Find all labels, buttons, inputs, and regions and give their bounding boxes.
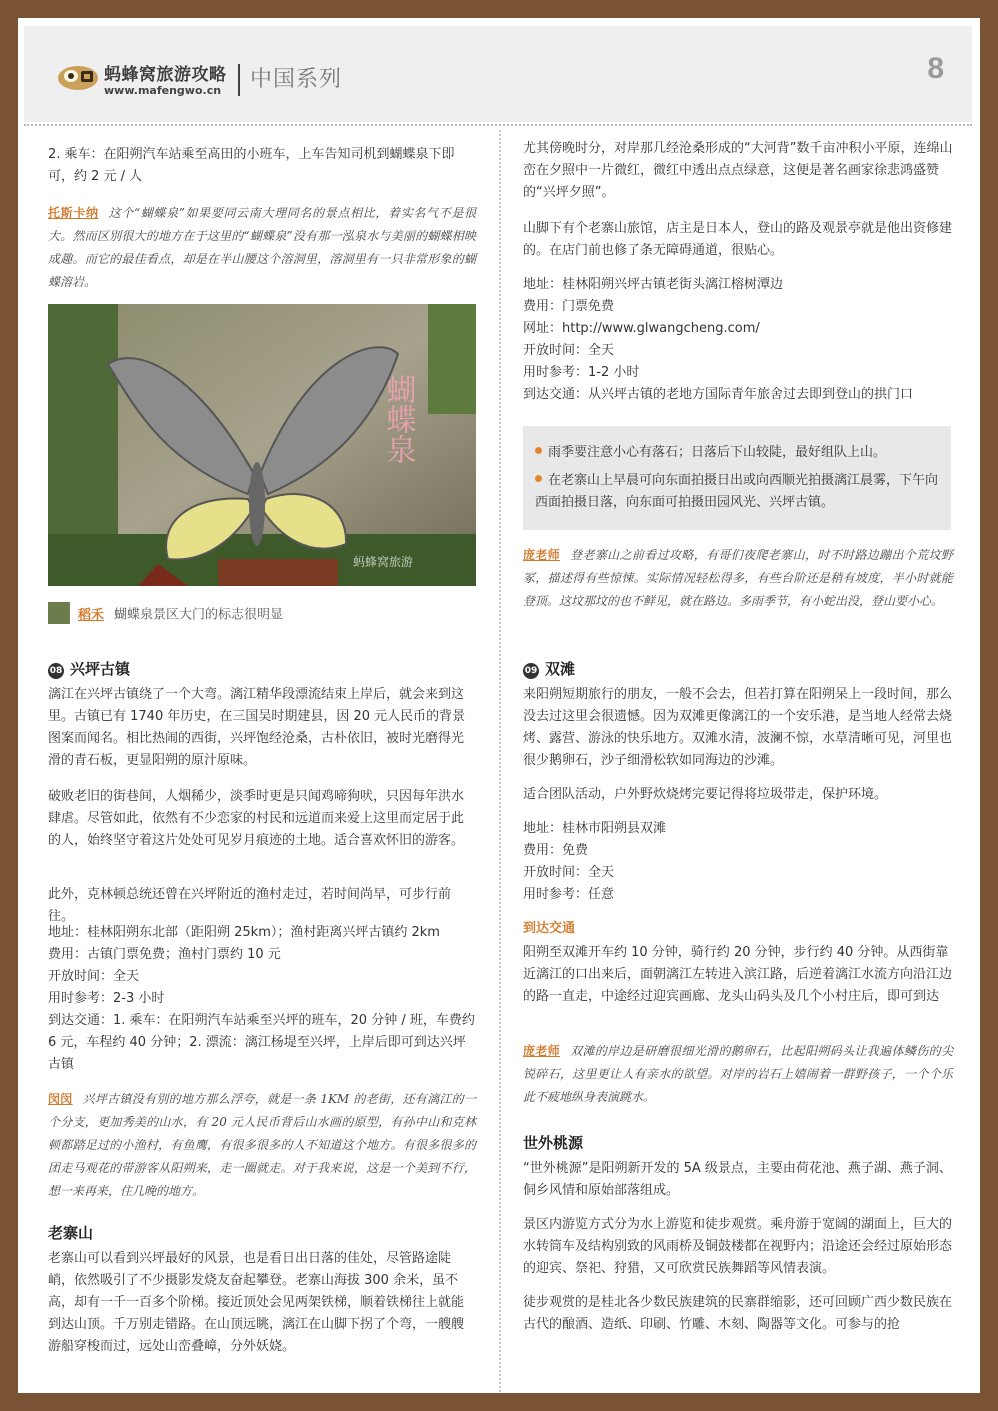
avatar[interactable] <box>48 602 70 624</box>
shiwai-paragraph-2: 景区内游览方式分为水上游览和徒步观赏。乘舟游于宽阔的湖面上，巨大的水转筒车及结构别致的风雨桥及铜鼓楼都在视野内；沿途还会经过原始形态的迎宾、祭祀、狩猎，又可欣赏民族舞蹈等风情表演。 <box>523 1217 953 1276</box>
transport-heading: 到达交通 <box>523 921 576 936</box>
bullet-icon <box>535 475 542 482</box>
shuangtan-info: 地址：桂林市阳朔县双滩 费用：免费 开放时间：全天 用时参考：任意 <box>523 821 667 902</box>
note-author[interactable]: 庞老师 <box>523 1044 561 1058</box>
note-author[interactable]: 托斯卡纳 <box>48 206 99 220</box>
butterfly-photo <box>48 304 476 586</box>
sunset-paragraph: 尤其傍晚时分，对岸那几经沧桑形成的“大河背”数千亩冲积小平原，连绵山峦在夕照中一片微红，微红中透出点点绿意，这便是著名画家徐悲鸿盛赞的“兴坪夕照”。 <box>523 141 953 200</box>
xingping-paragraph-2: 破败老旧的街巷间，人烟稀少，淡季时更是只闻鸡啼狗吠，只因每年洪水肆虐。尽管如此，依然有不少恋家的村民和远道而来爱上这里而定居于此的人，始终坚守着这片处处可见岁月痕迹的土地。适合喜欢怀旧的游客。 <box>48 789 465 848</box>
page <box>18 18 980 1393</box>
bullet-icon <box>535 447 542 454</box>
tip-item: 在老寨山上早晨可向东面拍摄日出或向西顺光拍摄漓江晨雾，下午向西面拍摄日落，向东面可拍摄田园风光、兴坪古镇。 <box>535 473 939 510</box>
shiwai-paragraph-1: “世外桃源”是阳朔新开发的 5A 级景点，主要由荷花池、燕子湖、燕子洞、侗乡风情和原始部落组成。 <box>523 1161 952 1198</box>
inn-paragraph: 山脚下有个老寨山旅馆，店主是日本人，登山的路及观景亭就是他出资修建的。在店门前也修了条无障碍通道，很贴心。 <box>523 221 953 258</box>
shuangtan-paragraph-1: 来阳朔短期旅行的朋友，一般不会去，但若打算在阳朔呆上一段时间，那么没去过这里会很遗憾。因为双滩更像漓江的一个安乐港，是当地人经常去烧烤、露营、游泳的快乐地方。双滩水清，波澜不惊，水草清晰可见，河里也很少鹅卵石，沙子细滑松软如同海边的沙滩。 <box>523 687 953 768</box>
caption-author[interactable]: 稻禾 <box>78 607 105 623</box>
section-title-laozhaishan: 老寨山 <box>48 1224 94 1242</box>
traveler-note: 托斯卡纳 这个“蝴蝶泉”如果要同云南大理同名的景点相比，着实名气不是很大。然而区别很大的地方在于这里的“蝴蝶泉”没有那一泓泉水与美丽的蝴蝶相映成趣。而它的最佳看点，却是在半山腰这个溶洞里，溶洞里有一只非常形象的蝴蝶溶岩。 <box>48 206 476 289</box>
section-title-xingping: 08 兴坪古镇 <box>49 660 131 678</box>
laozhaishan-paragraph: 老寨山可以看到兴坪最好的风景，也是看日出日落的佳处，尽管路途陡峭，依然吸引了不少摄影发烧友奋起攀登。老寨山海拔 300 余米，虽不高，却有一千一百多个阶梯。接近顶处会见两架铁梯，顺着铁梯往上就能到达山顶。千万别走错路。在山顶远眺，漓江在山脚下拐了个弯，一艘艘游船穿梭而过，远处山峦叠嶂，分外妖娆。 <box>48 1251 465 1354</box>
brand-url: www.mafengwo.cn <box>104 84 222 97</box>
tip-item: 雨季要注意小心有落石；日落后下山较陡，最好组队上山。 <box>535 442 940 464</box>
column-divider <box>499 130 501 1392</box>
section-number-badge: 08 <box>48 663 64 679</box>
transport-line: 2. 乘车：在阳朔汽车站乘至高田的小班车，上车告知司机到蝴蝶泉下即可，约 2 元 / 人 <box>48 147 455 184</box>
xingping-info: 地址：桂林阳朔东北部（距阳朔 25km）；渔村距离兴坪古镇约 2km 费用：古镇门票免费；渔村门票约 10 元 开放时间：全天 用时参考：2-3 小时 到达交通：1. 乘车：在阳朔汽车站乘至兴坪的班车，20 分钟 / 班，车费约 6 元，车程约 40 分钟；2. 漂流：漓江杨堤至兴坪，上岸后即可到达兴坪古镇 <box>48 925 475 1072</box>
photo-caption: 稻禾 蝴蝶泉景区大门的标志很明显 <box>48 602 283 624</box>
shiwai-paragraph-3: 徒步观赏的是桂北各少数民族建筑的民寨群缩影，还可回顾广西少数民族在古代的酿酒、造纸、印刷、竹雕、木刻、陶器等文化。可参与的抢 <box>523 1295 953 1332</box>
series-title: 中国系列 <box>250 67 343 92</box>
photo-watermark: 蚂蜂窝旅游 <box>353 555 414 569</box>
xingping-paragraph-1: 漓江在兴坪古镇绕了一个大弯。漓江精华段漂流结束上岸后，就会来到这里。古镇已有 1740 年历史，在三国吴时期建县，因 20 元人民币的背景图案而闻名。相比热闹的西街，兴坪饱经沧桑，古朴依旧，被时光磨得光滑的青石板，更显阳朔的原汁原味。 <box>48 687 466 768</box>
laozhaishan-info: 地址：桂林阳朔兴坪古镇老街头漓江榕树潭边 费用：门票免费 网址：http://www.glwangcheng.com/ 开放时间：全天 用时参考：1-2 小时 到达交通：从兴坪古镇的老地方国际青年旅舍过去即到登山的拱门口 <box>523 274 953 406</box>
note-author[interactable]: 庞老师 <box>523 548 561 562</box>
shuangtan-transport: 阳朔至双滩开车约 10 分钟，骑行约 20 分钟，步行约 40 分钟。从西街靠近漓江的口出来后，面朝漓江左转进入滨江路，后逆着漓江水流方向沿江边的路一直走，中途经过迎宾画廊、龙头山码头及几个小村庄后，即可到达 <box>523 945 953 1004</box>
xingping-paragraph-3: 此外，克林顿总统还曾在兴坪附近的渔村走过，若时间尚早，可步行前往。 <box>48 887 452 924</box>
website-link[interactable]: 网址：http://www.glwangcheng.com/ <box>523 321 760 336</box>
shuangtan-paragraph-2: 适合团队活动，户外野炊烧烤完要记得将垃圾带走，保护环境。 <box>523 787 888 802</box>
brand-name: 蚂蜂窝旅游攻略 <box>104 65 227 85</box>
header-divider <box>24 124 972 126</box>
cave-sign-text: 蝴蝶泉 <box>380 374 416 464</box>
section-number-badge: 09 <box>523 663 539 679</box>
traveler-note: 庞老师 登老寨山之前看过攻略，有哥们夜爬老寨山，时不时路边蹦出个荒坟野冢，描述得有些惊悚。实际情况轻松得多，有些台阶还是稍有坡度，半小时就能登顶。这坟那坟的也不鲜见，就在路边。多雨季节，有小蛇出没，登山要小心。 <box>523 548 953 608</box>
traveler-note: 闵闵 兴坪古镇没有别的地方那么浮夸，就是一条 1KM 的老街，还有漓江的一个分支，更加秀美的山水，有 20 元人民币背后山水画的原型，有孙中山和克林顿都踏足过的小渔村，有鱼鹰，有很多很多的人不知道这个地方。有很多很多的团走马观花的带游客从阳朔来，走一圈就走。对于我来说，这是一个美到不行，想一来再来，住几晚的地方。 <box>48 1092 476 1198</box>
section-title-shuangtan: 09 双滩 <box>524 660 576 678</box>
mafengwo-logo-icon <box>56 62 100 92</box>
tips-box <box>523 426 951 530</box>
note-author[interactable]: 闵闵 <box>48 1092 73 1106</box>
page-header <box>24 26 972 122</box>
header-separator <box>238 64 240 96</box>
page-number: 8 <box>927 52 944 85</box>
section-title-shiwaitaoyuan: 世外桃源 <box>523 1134 584 1152</box>
traveler-note: 庞老师 双滩的岸边是研磨很细光滑的鹅卵石，比起阳朔码头让我遍体鳞伤的尖锐碎石，这里更让人有亲水的欲望。对岸的岩石上嬉闹着一群野孩子，一个个乐此不疲地纵身表演跳水。 <box>523 1044 953 1104</box>
